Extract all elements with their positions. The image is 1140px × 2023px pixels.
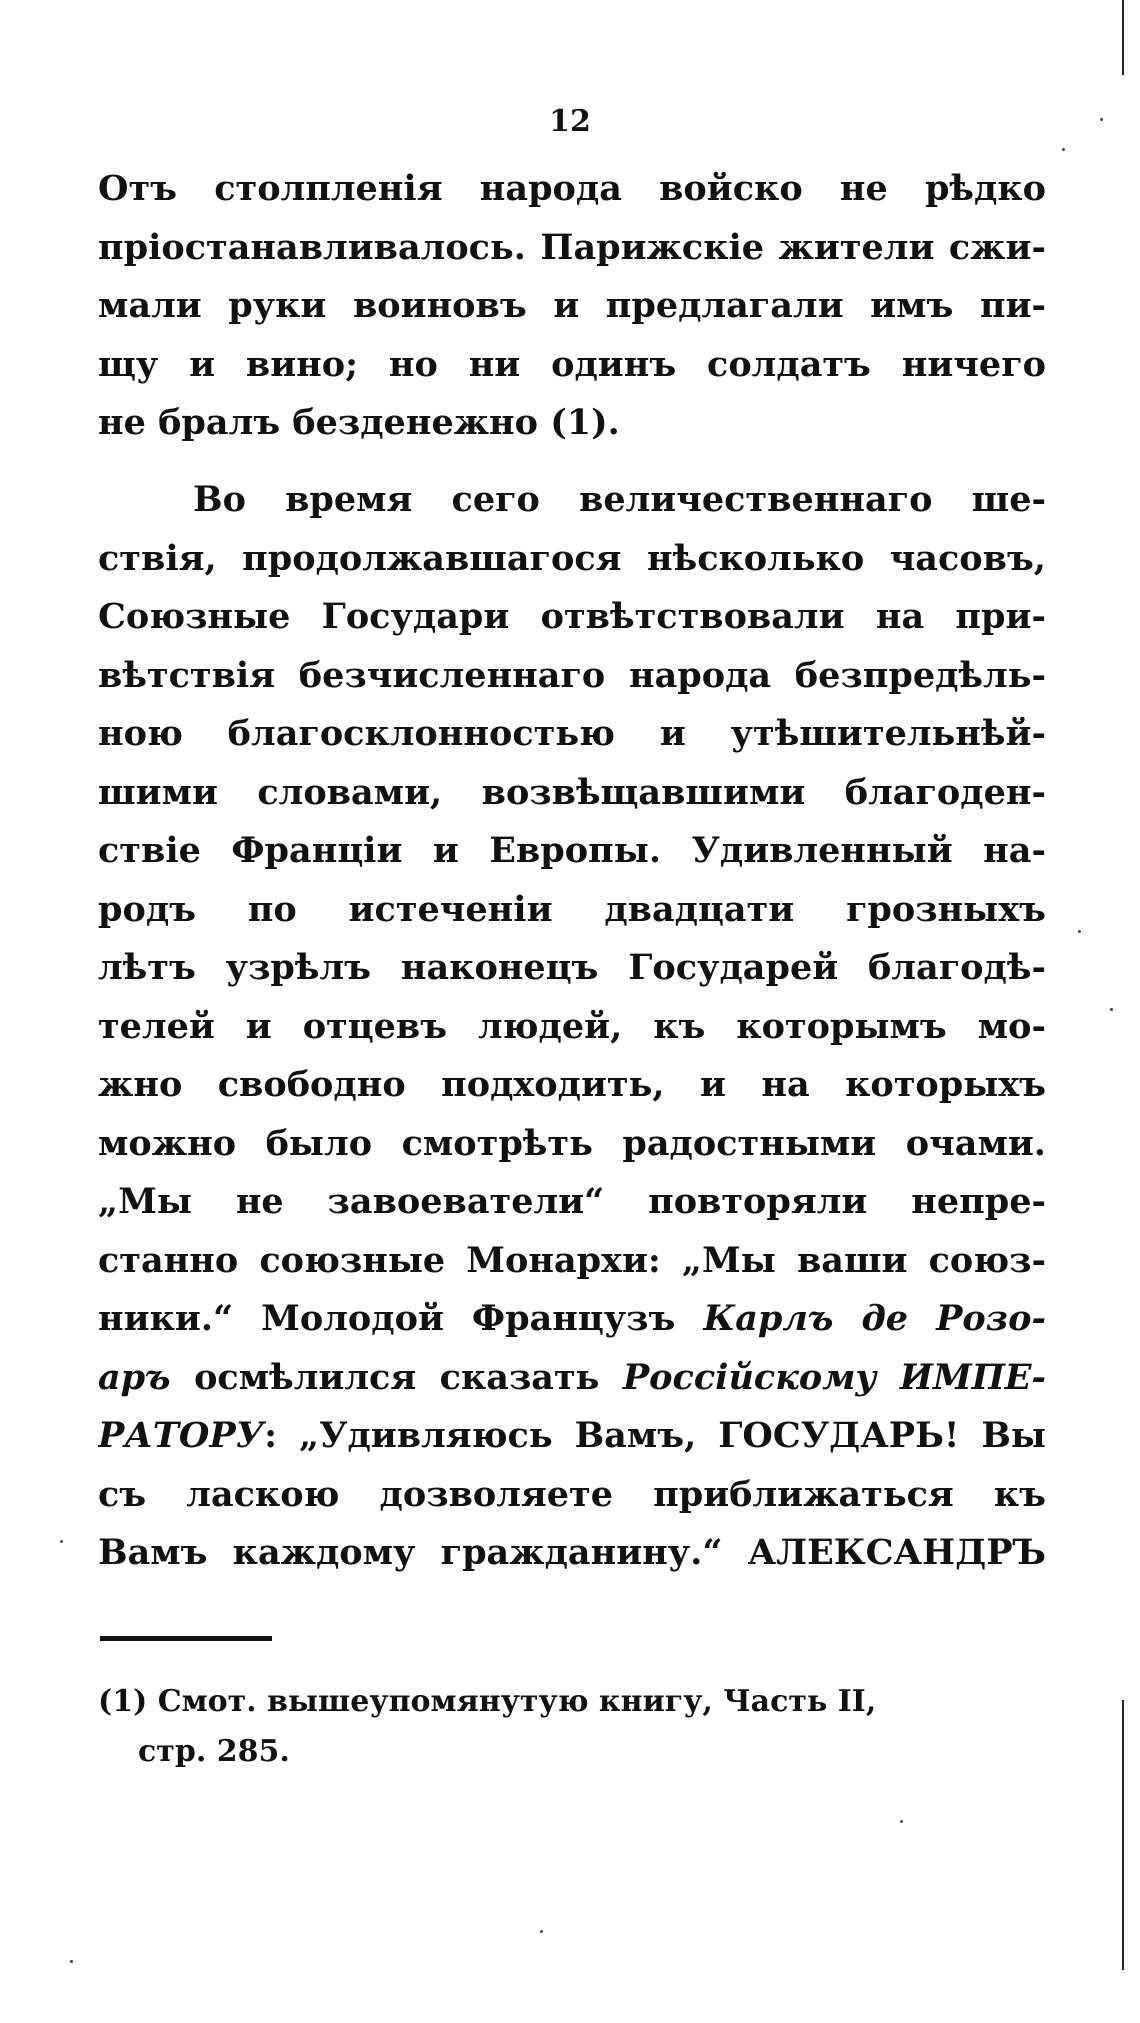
print-speck — [60, 1540, 63, 1543]
print-speck — [1100, 118, 1103, 121]
text-run: осмѣлился сказать — [170, 1356, 623, 1398]
text-line — [98, 1349, 1046, 1408]
paragraph-2 — [98, 471, 1046, 1583]
text-line: лѣтъ узрѣлъ наконецъ Государей благодѣ- — [98, 947, 1046, 988]
text-line: ствія, продолжавшагося нѣсколько часовъ, — [98, 537, 1046, 579]
text-line: телей и отцевъ людей, къ которымъ мо- — [98, 1005, 1046, 1047]
text-run: ники.“ Молодой Французъ — [98, 1298, 704, 1339]
page-edge-line-bottom — [1122, 1700, 1124, 1970]
text-line: вѣтствія безчисленнаго народа безпредѣль- — [98, 654, 1046, 696]
text-line: „Мы не завоеватели“ повторяли непре- — [98, 1181, 1046, 1222]
footnote-line: (1) Смот. вышеупомянутую книгу, Часть II, — [98, 1684, 877, 1719]
text-line: мали руки воиновъ и предлагали имъ пи- — [98, 285, 1046, 326]
print-speck — [540, 1930, 543, 1933]
footnote-divider — [100, 1636, 272, 1641]
print-speck — [1110, 1008, 1113, 1011]
text-line — [98, 1290, 1046, 1349]
print-speck — [70, 1960, 73, 1963]
italic-title: РАТОРУ — [98, 1415, 265, 1456]
print-speck — [900, 1820, 903, 1823]
paragraph-1 — [98, 160, 1046, 453]
text-line: Отъ столпленія народа войско не рѣдко — [98, 168, 1046, 209]
text-line: Во время сего величественнаго ше- — [193, 479, 1046, 520]
text-line: ствіе Франціи и Европы. Удивленный на- — [98, 830, 1046, 871]
text-line: можно было смотрѣть радостными очами. — [98, 1122, 1046, 1164]
text-line: Союзные Государи отвѣтствовали на при- — [98, 596, 1046, 637]
text-line: жно свободно подходить, и на которыхъ — [98, 1064, 1046, 1105]
text-run: : „Удивляюсь Вамъ, ГОСУДАРЬ! Вы — [264, 1415, 1046, 1456]
print-speck — [1078, 930, 1081, 933]
text-line: не бралъ безденежно (1). — [98, 402, 620, 443]
text-line: съ ласкою дозволяете приближаться къ — [98, 1473, 1046, 1515]
print-speck — [1062, 148, 1065, 151]
text-line: шими словами, возвѣщавшими благоден- — [98, 771, 1046, 813]
italic-title: Россійскому ИМПЕ- — [622, 1356, 1046, 1398]
italic-name: аръ — [98, 1356, 171, 1398]
text-line: Вамъ каждому гражданину.“ АЛЕКСАНДРЪ — [98, 1532, 1046, 1573]
page-number: 12 — [549, 104, 591, 139]
footnote — [98, 1677, 1046, 1777]
text-line — [98, 1407, 1046, 1466]
text-line: станно союзные Монархи: „Мы ваши союз- — [98, 1239, 1046, 1281]
text-line: пріостанавливалось. Парижскіе жители сжи- — [98, 226, 1046, 268]
text-line: родъ по истеченіи двадцати грозныхъ — [98, 888, 1046, 930]
text-line: ною благосклонностью и утѣшительнѣй- — [98, 713, 1046, 754]
page-edge-line-top — [1122, 0, 1124, 75]
footnote-line: стр. 285. — [138, 1734, 290, 1769]
text-line: щу и вино; но ни одинъ солдатъ ничего — [98, 343, 1046, 385]
italic-name: Карлъ де Розо- — [703, 1298, 1046, 1339]
